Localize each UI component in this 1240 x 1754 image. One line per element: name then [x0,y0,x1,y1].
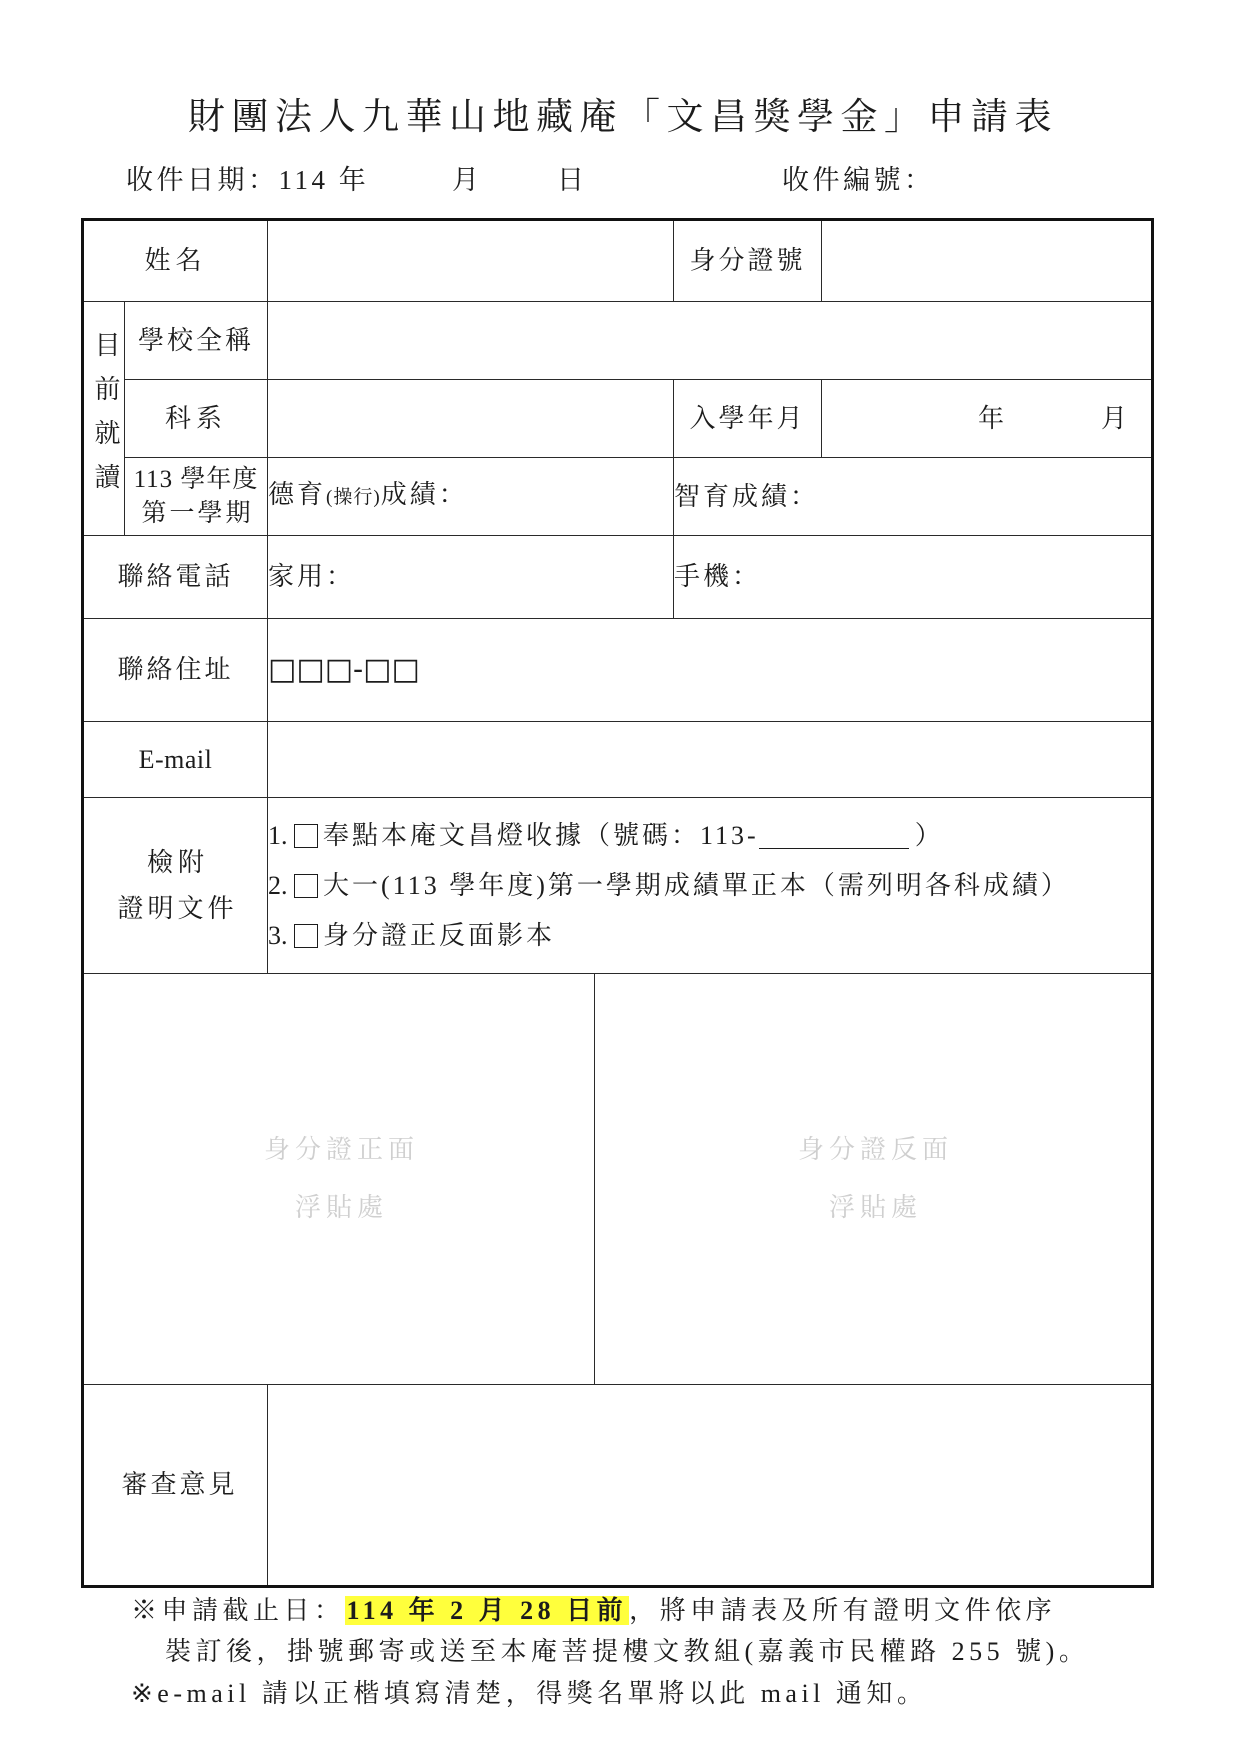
attachment-item [268,861,1151,911]
address-row [83,619,1153,722]
enrollment-field [822,380,1153,458]
id-front-paste-area [83,974,595,1385]
attachment-suffix: ） [914,820,941,850]
mobile-field [674,536,1153,619]
academic-label: 智育成績： [674,481,820,511]
mobile-label: 手機： [674,562,762,591]
postal-code-boxes: □□□-□□ [268,651,420,687]
attachments-list [268,798,1153,974]
enrollment-year-unit: 年 [977,403,1004,433]
id-front-paste-label: 浮貼處 [295,1193,389,1222]
form-title: 財團法人九華山地藏庵「文昌獎學金」申請表 [188,97,1058,138]
grades-row [83,458,1153,536]
attachment-number: 3. [268,920,288,950]
checkbox-icon [294,874,318,898]
deadline-note [131,1594,1056,1628]
email-note: ※e-mail 請以正楷填寫清楚，得獎名單將以此 mail 通知。 [131,1679,928,1708]
review-row [83,1385,1153,1587]
receipt-day-label: 日 [557,165,588,195]
email-row [83,722,1153,798]
application-form-table [81,218,1154,1588]
phone-label: 聯絡電話 [83,536,268,619]
mailing-note: 裝訂後，掛號郵寄或送至本庵菩提樓文教組(嘉義市民權路 255 號)。 [165,1637,1090,1666]
checkbox-icon [294,924,318,948]
term-label-semester: 第一學期 [141,499,254,527]
name-row [83,220,1153,302]
name-field [268,220,674,302]
attachment-item [268,811,1151,861]
deadline-prefix: ※申請截止日： [131,1596,345,1625]
home-phone-field [268,536,674,619]
id-photo-row [83,974,1153,1385]
id-back-paste-area [595,974,1153,1385]
attachments-label-line1: 檢附 [147,847,210,877]
conduct-grade-field [268,458,674,536]
deadline-date-highlight: 114 年 2 月 28 日前 [346,1596,628,1625]
school-row [83,302,1153,380]
attachments-label [83,798,268,974]
address-field [268,619,1153,722]
attachment-number: 1. [268,820,288,850]
conduct-paren: (操行) [326,487,381,508]
attachments-row [83,798,1153,974]
receipt-number-label: 收件編號： [782,165,935,195]
receipt-number-blank [759,822,909,849]
receipt-date-label: 收件日期：114 年 [126,165,370,195]
id-number-field [822,220,1153,302]
term-label [125,458,268,536]
current-school-label: 目前就讀 [91,330,120,507]
school-name-field [268,302,1153,380]
attachment-text: 奉點本庵文昌燈收據（號碼：113- [323,820,759,850]
enrollment-month-unit: 月 [1101,403,1128,433]
attachment-text: 大一(113 學年度)第一學期成績單正本（需列明各科成績） [323,870,1070,900]
address-label: 聯絡住址 [83,619,268,722]
attachments-label-line2: 證明文件 [117,893,238,923]
enrollment-label: 入學年月 [674,380,822,458]
deadline-suffix: ，將申請表及所有證明文件依序 [629,1596,1057,1625]
department-label: 科系 [125,380,268,458]
academic-grade-field [674,458,1153,536]
review-label: 審查意見 [83,1385,268,1587]
attachment-text: 身分證正反面影本 [323,920,556,950]
current-school-group [83,302,125,536]
school-name-label: 學校全稱 [125,302,268,380]
attachment-number: 2. [268,870,288,900]
name-label: 姓名 [83,220,268,302]
id-number-label: 身分證號 [674,220,822,302]
email-label: E-mail [83,722,268,798]
checkbox-icon [294,824,318,848]
conduct-label: 德育 [268,480,327,509]
home-phone-label: 家用： [268,562,356,591]
conduct-suffix: 成績： [380,480,468,509]
department-row [83,380,1153,458]
term-label-year: 113 學年度 [133,465,259,493]
email-field [268,722,1153,798]
id-back-paste-label: 浮貼處 [829,1193,923,1222]
attachment-item [268,911,1151,961]
review-field [268,1385,1153,1587]
receipt-month-label: 月 [452,165,483,195]
department-field [268,380,674,458]
id-front-label: 身分證正面 [264,1135,420,1164]
phone-row [83,536,1153,619]
id-back-label: 身分證反面 [798,1135,954,1164]
